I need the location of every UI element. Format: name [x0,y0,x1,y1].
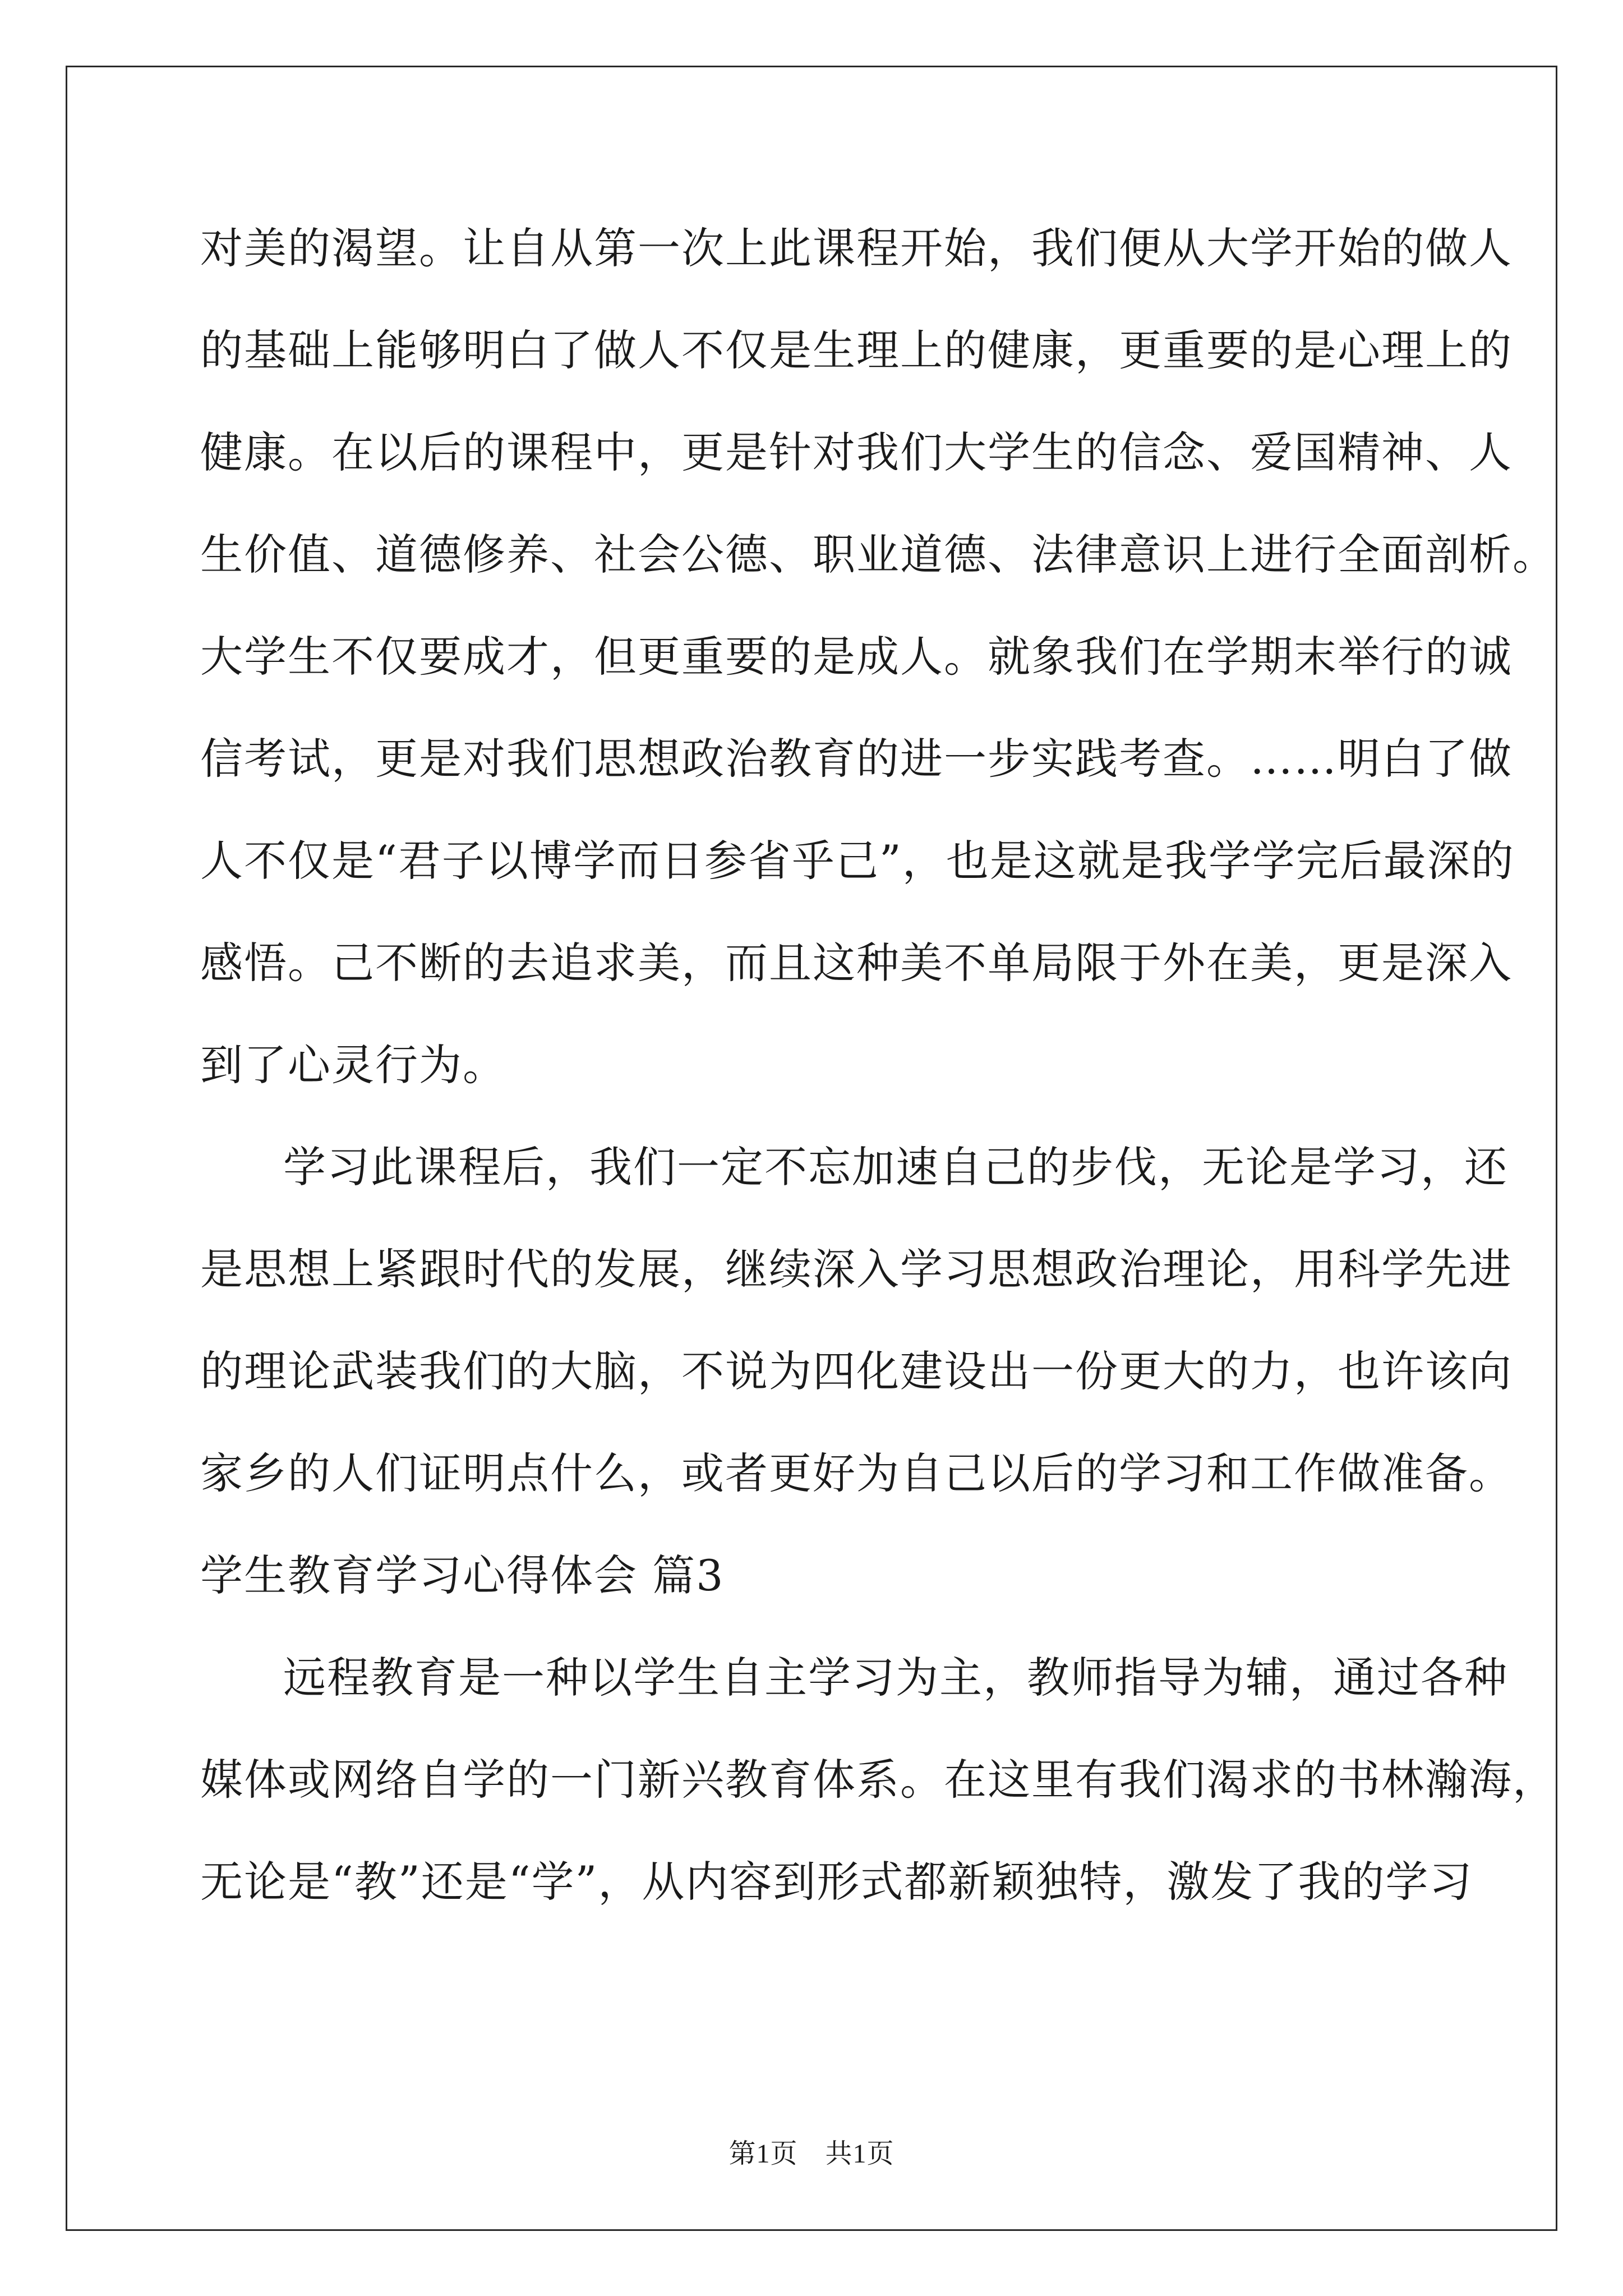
paragraph-3-line-1: 远程教育是一种以学生自主学习为主，教师指导为辅，通过各种 [283,1653,1508,1703]
body-line-5: 大学生不仅要成才，但更重要的是成人。就象我们在学期末举行的诚 [200,632,1513,682]
paragraph-2-line-3: 的理论武装我们的大脑，不说为四化建设出一份更大的力，也许该向 [200,1346,1513,1396]
paragraph-3-line-3: 无论是“教”还是“学”，从内容到形式都新颖独特，激发了我的学习 [200,1857,1473,1907]
paragraph-2-line-4: 家乡的人们证明点什么，或者更好为自己以后的学习和工作做准备。 [200,1448,1513,1498]
body-line-7: 人不仅是“君子以博学而日参省乎己”，也是这就是我学学完后最深的 [200,836,1515,886]
body-line-6: 信考试，更是对我们思想政治教育的进一步实践考查。……明白了做 [200,734,1513,784]
section-heading: 学生教育学习心得体会 篇3 [200,1550,725,1600]
body-line-2: 的基础上能够明白了做人不仅是生理上的健康，更重要的是心理上的 [200,325,1513,375]
body-line-8: 感悟。己不断的去追求美，而且这种美不单局限于外在美，更是深入 [200,938,1513,988]
body-line-1: 对美的渴望。让自从第一次上此课程开始，我们便从大学开始的做人 [200,223,1513,273]
paragraph-2-line-1: 学习此课程后，我们一定不忘加速自己的步伐，无论是学习，还 [283,1142,1508,1192]
body-line-9: 到了心灵行为。 [200,1040,506,1090]
page-number-footer: 第1页 共1页 [728,2139,895,2169]
paragraph-2-line-2: 是思想上紧跟时代的发展，继续深入学习思想政治理论，用科学先进 [200,1244,1513,1294]
paragraph-3-line-2: 媒体或网络自学的一门新兴教育体系。在这里有我们渴求的书林瀚海， [200,1755,1556,1805]
body-line-3: 健康。在以后的课程中，更是针对我们大学生的信念、爱国精神、人 [200,427,1513,477]
body-line-4: 生价值、道德修养、社会公德、职业道德、法律意识上进行全面剖析。 [200,530,1556,579]
